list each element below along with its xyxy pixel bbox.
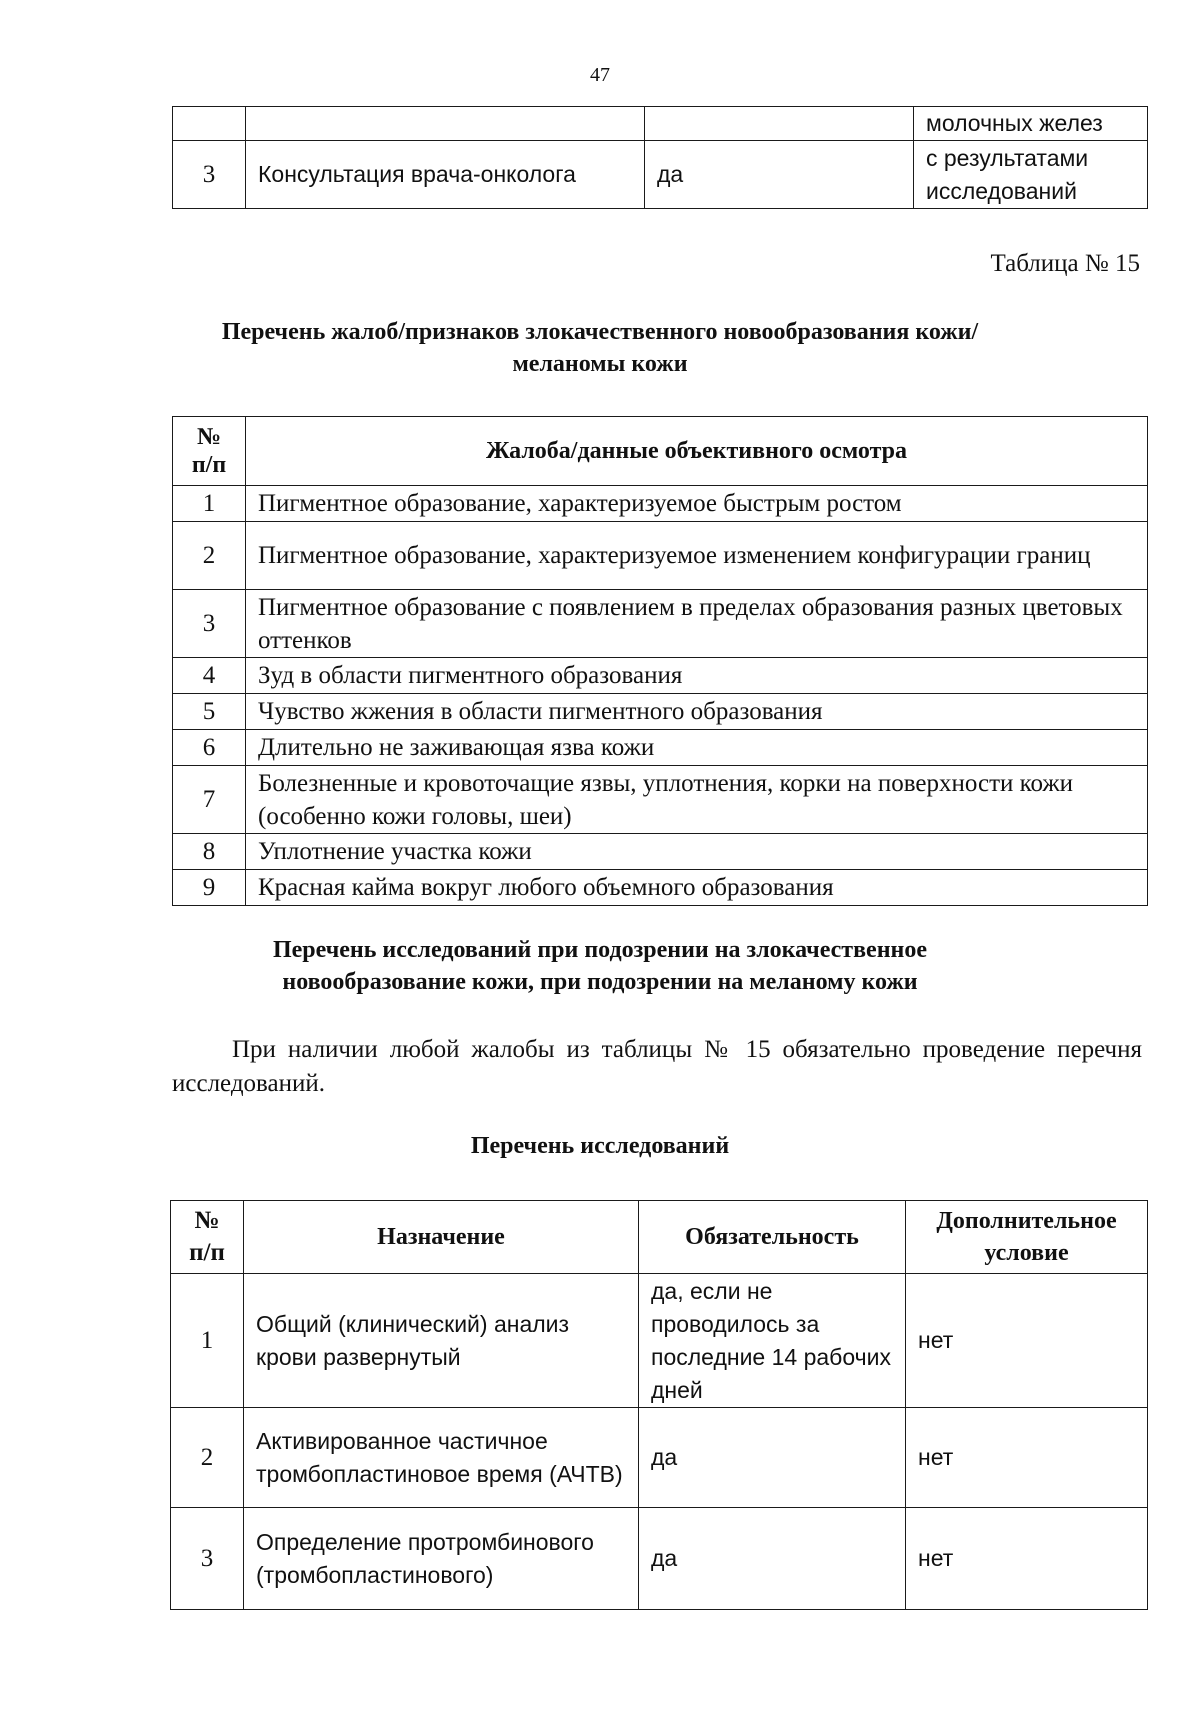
header-condition: Дополнительное условие xyxy=(906,1201,1148,1274)
header-number xyxy=(171,1201,244,1274)
row-name xyxy=(246,107,645,141)
row-complaint: Уплотнение участка кожи xyxy=(246,834,1148,870)
row-number: 6 xyxy=(173,730,246,766)
row-obligatory xyxy=(645,107,914,141)
row-number: 3 xyxy=(173,590,246,658)
row-complaint: Болезненные и кровоточащие язвы, уплотнения, корки на поверхности кожи (особенно кожи головы, шеи) xyxy=(246,766,1148,834)
investigations-section-heading-text: Перечень исследований при подозрении на злокачественное новообразование кожи, при подозрении на меланому кожи xyxy=(272,937,928,995)
row-complaint: Пигментное образование, характеризуемое изменением конфигурации границ xyxy=(246,522,1148,590)
continuation-table xyxy=(172,106,1148,209)
table-row xyxy=(173,590,1148,658)
row-number: 3 xyxy=(171,1508,244,1610)
row-condition: с результатами исследований xyxy=(914,141,1148,209)
table-row xyxy=(173,658,1148,694)
investigations-table xyxy=(170,1200,1148,1610)
table-row xyxy=(173,834,1148,870)
row-number: 2 xyxy=(171,1408,244,1508)
row-condition: нет xyxy=(906,1508,1148,1610)
row-number: 1 xyxy=(171,1274,244,1408)
table-caption: Таблица № 15 xyxy=(990,250,1140,277)
table-row xyxy=(173,870,1148,906)
page-number: 47 xyxy=(590,64,610,86)
row-number: 9 xyxy=(173,870,246,906)
table-row xyxy=(171,1408,1148,1508)
header-number xyxy=(173,417,246,486)
row-number: 2 xyxy=(173,522,246,590)
table-row xyxy=(173,694,1148,730)
row-number: 3 xyxy=(173,141,246,209)
row-number xyxy=(173,107,246,141)
row-name: Активированное частичное тромбопластиновое время (АЧТВ) xyxy=(244,1408,639,1508)
row-number: 4 xyxy=(173,658,246,694)
table-row xyxy=(173,522,1148,590)
instruction-paragraph: При наличии любой жалобы из таблицы № 15 обязательно проведение перечня исследований. xyxy=(172,1036,1142,1097)
table-row xyxy=(171,1274,1148,1408)
row-complaint: Красная кайма вокруг любого объемного образования xyxy=(246,870,1148,906)
row-number: 5 xyxy=(173,694,246,730)
header-complaint: Жалоба/данные объективного осмотра xyxy=(246,417,1148,486)
row-number: 7 xyxy=(173,766,246,834)
row-condition: нет xyxy=(906,1408,1148,1508)
row-obligatory: да xyxy=(639,1508,906,1610)
row-complaint: Чувство жжения в области пигментного образования xyxy=(246,694,1148,730)
row-complaint: Пигментное образование, характеризуемое быстрым ростом xyxy=(246,486,1148,522)
table-row xyxy=(173,141,1148,209)
table-row xyxy=(173,107,1148,141)
investigations-section-heading xyxy=(0,934,1200,998)
row-number: 1 xyxy=(173,486,246,522)
header-number-text: № п/п xyxy=(189,1207,225,1266)
table-row xyxy=(173,730,1148,766)
complaints-heading xyxy=(0,316,1200,380)
row-condition: молочных желез xyxy=(914,107,1148,141)
header-obligatory: Обязательность xyxy=(639,1201,906,1274)
table-row xyxy=(173,486,1148,522)
row-name: Общий (клинический) анализ крови развернутый xyxy=(244,1274,639,1408)
row-obligatory: да xyxy=(639,1408,906,1508)
row-name: Определение протромбинового (тромбопластинового) xyxy=(244,1508,639,1610)
row-number: 8 xyxy=(173,834,246,870)
table-row xyxy=(171,1508,1148,1610)
investigations-list-heading: Перечень исследований xyxy=(470,1133,730,1159)
row-obligatory: да, если не проводилось за последние 14 рабочих дней xyxy=(639,1274,906,1408)
row-obligatory: да xyxy=(645,141,914,209)
row-complaint: Длительно не заживающая язва кожи xyxy=(246,730,1148,766)
row-complaint: Зуд в области пигментного образования xyxy=(246,658,1148,694)
complaints-heading-text: Перечень жалоб/признаков злокачественного новообразования кожи/меланомы кожи xyxy=(221,319,979,377)
row-name: Консультация врача-онколога xyxy=(246,141,645,209)
table-row xyxy=(173,766,1148,834)
table-header-row xyxy=(173,417,1148,486)
header-name: Назначение xyxy=(244,1201,639,1274)
header-number-text: № п/п xyxy=(191,424,227,478)
row-complaint: Пигментное образование с появлением в пределах образования разных цветовых оттенков xyxy=(246,590,1148,658)
complaints-table xyxy=(172,416,1148,906)
row-condition: нет xyxy=(906,1274,1148,1408)
table-header-row xyxy=(171,1201,1148,1274)
